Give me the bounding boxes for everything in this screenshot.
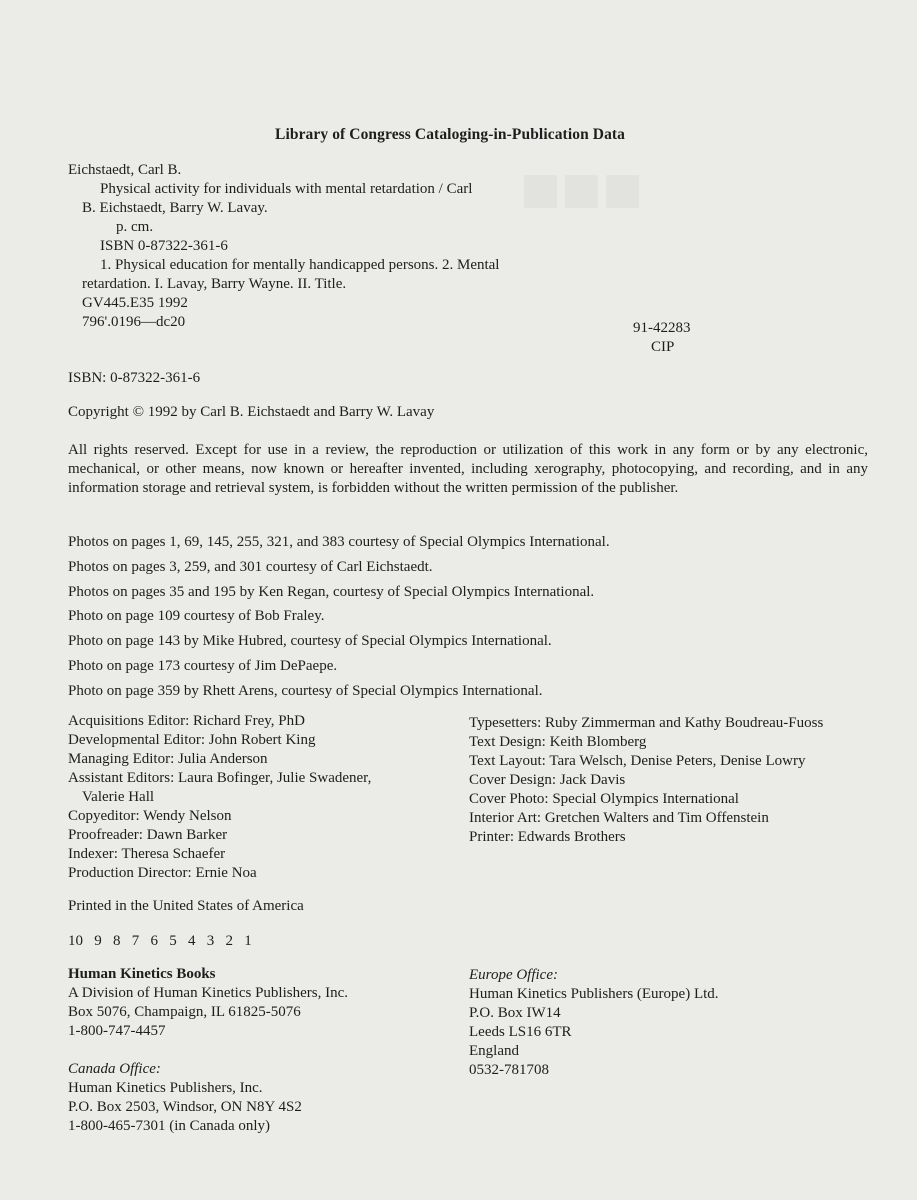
cip-line: retardation. I. Lavay, Barry Wayne. II. Title. xyxy=(82,276,347,292)
staff-credit: Production Director: Ernie Noa xyxy=(68,865,257,881)
printing-line: 10 9 8 7 6 5 4 3 2 1 xyxy=(68,933,252,949)
lccn-number: 91-42283 xyxy=(633,320,691,336)
canada-office-label: Canada Office: xyxy=(68,1061,161,1077)
cip-heading: Library of Congress Cataloging-in-Publication Data xyxy=(275,126,626,143)
staff-credit: Text Layout: Tara Welsch, Denise Peters, Denise Lowry xyxy=(469,753,806,769)
cip-line: Physical activity for individuals with mental retardation / Carl xyxy=(100,181,473,197)
staff-credit: Cover Photo: Special Olympics International xyxy=(469,791,739,807)
address-line: 1-800-465-7301 (in Canada only) xyxy=(68,1118,271,1134)
staff-credit: Valerie Hall xyxy=(82,789,155,805)
copyright-notice: Copyright © 1992 by Carl B. Eichstaedt and Barry W. Lavay xyxy=(68,404,435,420)
canada-office-address xyxy=(68,1060,302,1136)
cip-line: ISBN 0-87322-361-6 xyxy=(100,238,228,254)
photo-credits xyxy=(68,530,610,704)
cip-line: 1. Physical education for mentally handicapped persons. 2. Mental xyxy=(100,257,500,273)
staff-credit: Printer: Edwards Brothers xyxy=(469,829,626,845)
cip-line: 796'.0196—dc20 xyxy=(82,314,186,330)
address-line: Human Kinetics Publishers (Europe) Ltd. xyxy=(469,986,719,1002)
photo-credit: Photo on page 143 by Mike Hubred, courtesy of Special Olympics International. xyxy=(68,633,552,650)
staff-credit: Cover Design: Jack Davis xyxy=(469,772,626,788)
cip-line: Eichstaedt, Carl B. xyxy=(68,162,182,178)
show-through-decoration: ■■■ xyxy=(520,151,644,227)
photo-credit: Photo on page 359 by Rhett Arens, courtesy of Special Olympics International. xyxy=(68,682,543,699)
rights-paragraph: All rights reserved. Except for use in a review, the reproduction or utilization of this work in any form or by any electronic, mechanical, or other means, now known or hereafter invented, including xerography, photocopying, and recording, and in any information storage and retrieval system, is forbidden without the written permission of the publisher. xyxy=(68,442,868,496)
photo-credit: Photos on pages 3, 259, and 301 courtesy of Carl Eichstaedt. xyxy=(68,558,433,575)
photo-credit: Photo on page 173 courtesy of Jim DePaepe. xyxy=(68,657,338,674)
photo-credit: Photos on pages 1, 69, 145, 255, 321, and 383 courtesy of Special Olympics International. xyxy=(68,534,610,550)
cip-line: B. Eichstaedt, Barry W. Lavay. xyxy=(82,200,268,216)
cip-block xyxy=(68,161,499,332)
cip-line: p. cm. xyxy=(116,219,154,235)
staff-credit: Text Design: Keith Blomberg xyxy=(469,734,647,750)
staff-credit: Developmental Editor: John Robert King xyxy=(68,732,316,748)
europe-office-address xyxy=(469,966,719,1080)
address-line: England xyxy=(469,1043,519,1059)
staff-credits-left xyxy=(68,712,371,883)
publisher-address xyxy=(68,965,348,1041)
address-line: 0532-781708 xyxy=(469,1062,549,1078)
address-line: Human Kinetics Publishers, Inc. xyxy=(68,1080,263,1096)
address-line: P.O. Box IW14 xyxy=(469,1005,561,1021)
publisher-name: Human Kinetics Books xyxy=(68,966,216,982)
staff-credit: Managing Editor: Julia Anderson xyxy=(68,751,268,767)
staff-credits-right xyxy=(469,714,823,847)
photo-credit: Photo on page 109 courtesy of Bob Fraley. xyxy=(68,608,325,625)
staff-credit: Interior Art: Gretchen Walters and Tim Offenstein xyxy=(469,810,769,826)
isbn: ISBN: 0-87322-361-6 xyxy=(68,370,201,386)
cip-line: GV445.E35 1992 xyxy=(82,295,188,311)
staff-credit: Assistant Editors: Laura Bofinger, Julie Swadener, xyxy=(68,770,372,786)
staff-credit: Acquisitions Editor: Richard Frey, PhD xyxy=(68,713,305,729)
address-line: A Division of Human Kinetics Publishers, Inc. xyxy=(68,985,348,1001)
address-line: Leeds LS16 6TR xyxy=(469,1024,572,1040)
europe-office-label: Europe Office: xyxy=(469,967,558,983)
staff-credit: Typesetters: Ruby Zimmerman and Kathy Boudreau-Fuoss xyxy=(469,715,824,731)
cip-label: CIP xyxy=(651,339,675,355)
address-line: 1-800-747-4457 xyxy=(68,1023,166,1039)
staff-credit: Proofreader: Dawn Barker xyxy=(68,827,228,843)
staff-credit: Indexer: Theresa Schaefer xyxy=(68,846,226,862)
address-line: Box 5076, Champaign, IL 61825-5076 xyxy=(68,1004,301,1020)
printed-in: Printed in the United States of America xyxy=(68,898,304,914)
address-line: P.O. Box 2503, Windsor, ON N8Y 4S2 xyxy=(68,1099,302,1115)
staff-credit: Copyeditor: Wendy Nelson xyxy=(68,808,232,824)
photo-credit: Photos on pages 35 and 195 by Ken Regan, courtesy of Special Olympics International. xyxy=(68,583,595,600)
